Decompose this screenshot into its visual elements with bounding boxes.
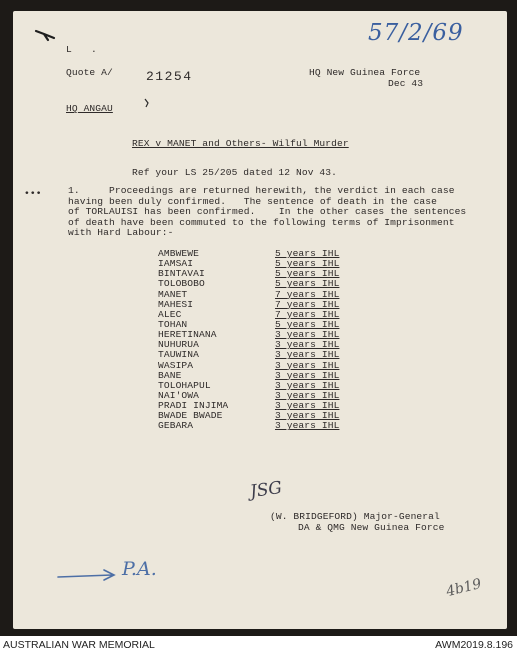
header-org: HQ New Guinea Force <box>309 67 421 78</box>
prisoner-name: TOLOBOBO <box>158 278 205 290</box>
sentence-row <box>158 421 339 431</box>
sentence-term: 3 years IHL <box>275 369 340 381</box>
prisoner-name: ALEC <box>158 308 182 320</box>
sentence-term: 3 years IHL <box>275 349 340 361</box>
prisoner-name: BANE <box>158 369 182 381</box>
margin-mark: ••• <box>24 188 42 199</box>
sentence-term: 3 years IHL <box>275 329 340 341</box>
sentence-term: 7 years IHL <box>275 298 340 310</box>
sentence-term: 3 years IHL <box>275 359 340 371</box>
arrow-note: P.A. <box>122 558 157 580</box>
sentence-term: 3 years IHL <box>275 400 340 412</box>
prisoner-name: BINTAVAI <box>158 268 205 280</box>
prisoner-name: IAMSAI <box>158 258 194 270</box>
sentence-term: 3 years IHL <box>275 420 340 432</box>
l-mark: L <box>66 44 72 55</box>
signature-line-2: DA & QMG New Guinea Force <box>298 522 445 533</box>
prisoner-name: BWADE BWADE <box>158 410 223 422</box>
sentence-term: 5 years IHL <box>275 278 340 290</box>
prisoner-name: TOHAN <box>158 318 188 330</box>
sentence-term: 5 years IHL <box>275 258 340 270</box>
prisoner-name: MANET <box>158 288 188 300</box>
header-date: Dec 43 <box>388 78 424 89</box>
sentence-list <box>158 249 339 432</box>
sentence-term: 3 years IHL <box>275 389 340 401</box>
prisoner-name: HERETINANA <box>158 329 217 341</box>
tick-mark-icon <box>143 97 153 109</box>
paragraph-line-4: of death have been commuted to the following terms of Imprisonment <box>68 216 455 228</box>
paragraph-line-5: with Hard Labour:- <box>68 227 174 239</box>
footer-right: AWM2019.8.196 <box>435 639 513 651</box>
sentence-term: 5 years IHL <box>275 248 340 259</box>
footer-left: AUSTRALIAN WAR MEMORIAL <box>3 639 155 651</box>
subject-line: REX v MANET and Others- Wilful Murder <box>132 138 349 149</box>
sentence-term: 3 years IHL <box>275 379 340 391</box>
addressee: HQ ANGAU <box>66 103 113 114</box>
prisoner-name: WASIPA <box>158 359 194 371</box>
prisoner-name: AMBWEWE <box>158 248 200 259</box>
sentence-term: 3 years IHL <box>275 410 340 422</box>
arrow-icon <box>56 567 120 583</box>
quote-number: 21254 <box>146 69 193 84</box>
signature-line-1: (W. BRIDGEFORD) Major-General <box>270 511 440 522</box>
sentence-term: 7 years IHL <box>275 288 340 300</box>
sentence-term: 7 years IHL <box>275 308 340 320</box>
prisoner-name: NUHURUA <box>158 339 200 351</box>
file-number-annotation: 57/2/69 <box>368 20 464 46</box>
prisoner-name: TAUWINA <box>158 349 200 361</box>
bottom-note: 4b19 <box>444 575 484 601</box>
pen-mark-icon <box>34 28 58 44</box>
paragraph-line-3: of TORLAUISI has been confirmed. In the other cases the sentences <box>68 206 467 218</box>
prisoner-name: TOLOHAPUL <box>158 379 211 391</box>
sentence-term: 5 years IHL <box>275 268 340 280</box>
signature-initials: JSG <box>248 477 284 503</box>
reference-line: Ref your LS 25/205 dated 12 Nov 43. <box>132 167 338 178</box>
paragraph-line-2: having been duly confirmed. The sentence of death in the case <box>68 195 438 207</box>
sentence-term: 3 years IHL <box>275 339 340 351</box>
paragraph-line-1: 1. Proceedings are returned herewith, the verdict in each case <box>68 185 455 196</box>
prisoner-name: PRADI INJIMA <box>158 400 229 412</box>
prisoner-name: NAI'OWA <box>158 389 200 401</box>
prisoner-name: GEBARA <box>158 420 194 432</box>
dot-mark: . <box>91 44 97 55</box>
prisoner-name: MAHESI <box>158 298 194 310</box>
sentence-term: 5 years IHL <box>275 318 340 330</box>
quote-label: Quote A/ <box>66 67 113 78</box>
